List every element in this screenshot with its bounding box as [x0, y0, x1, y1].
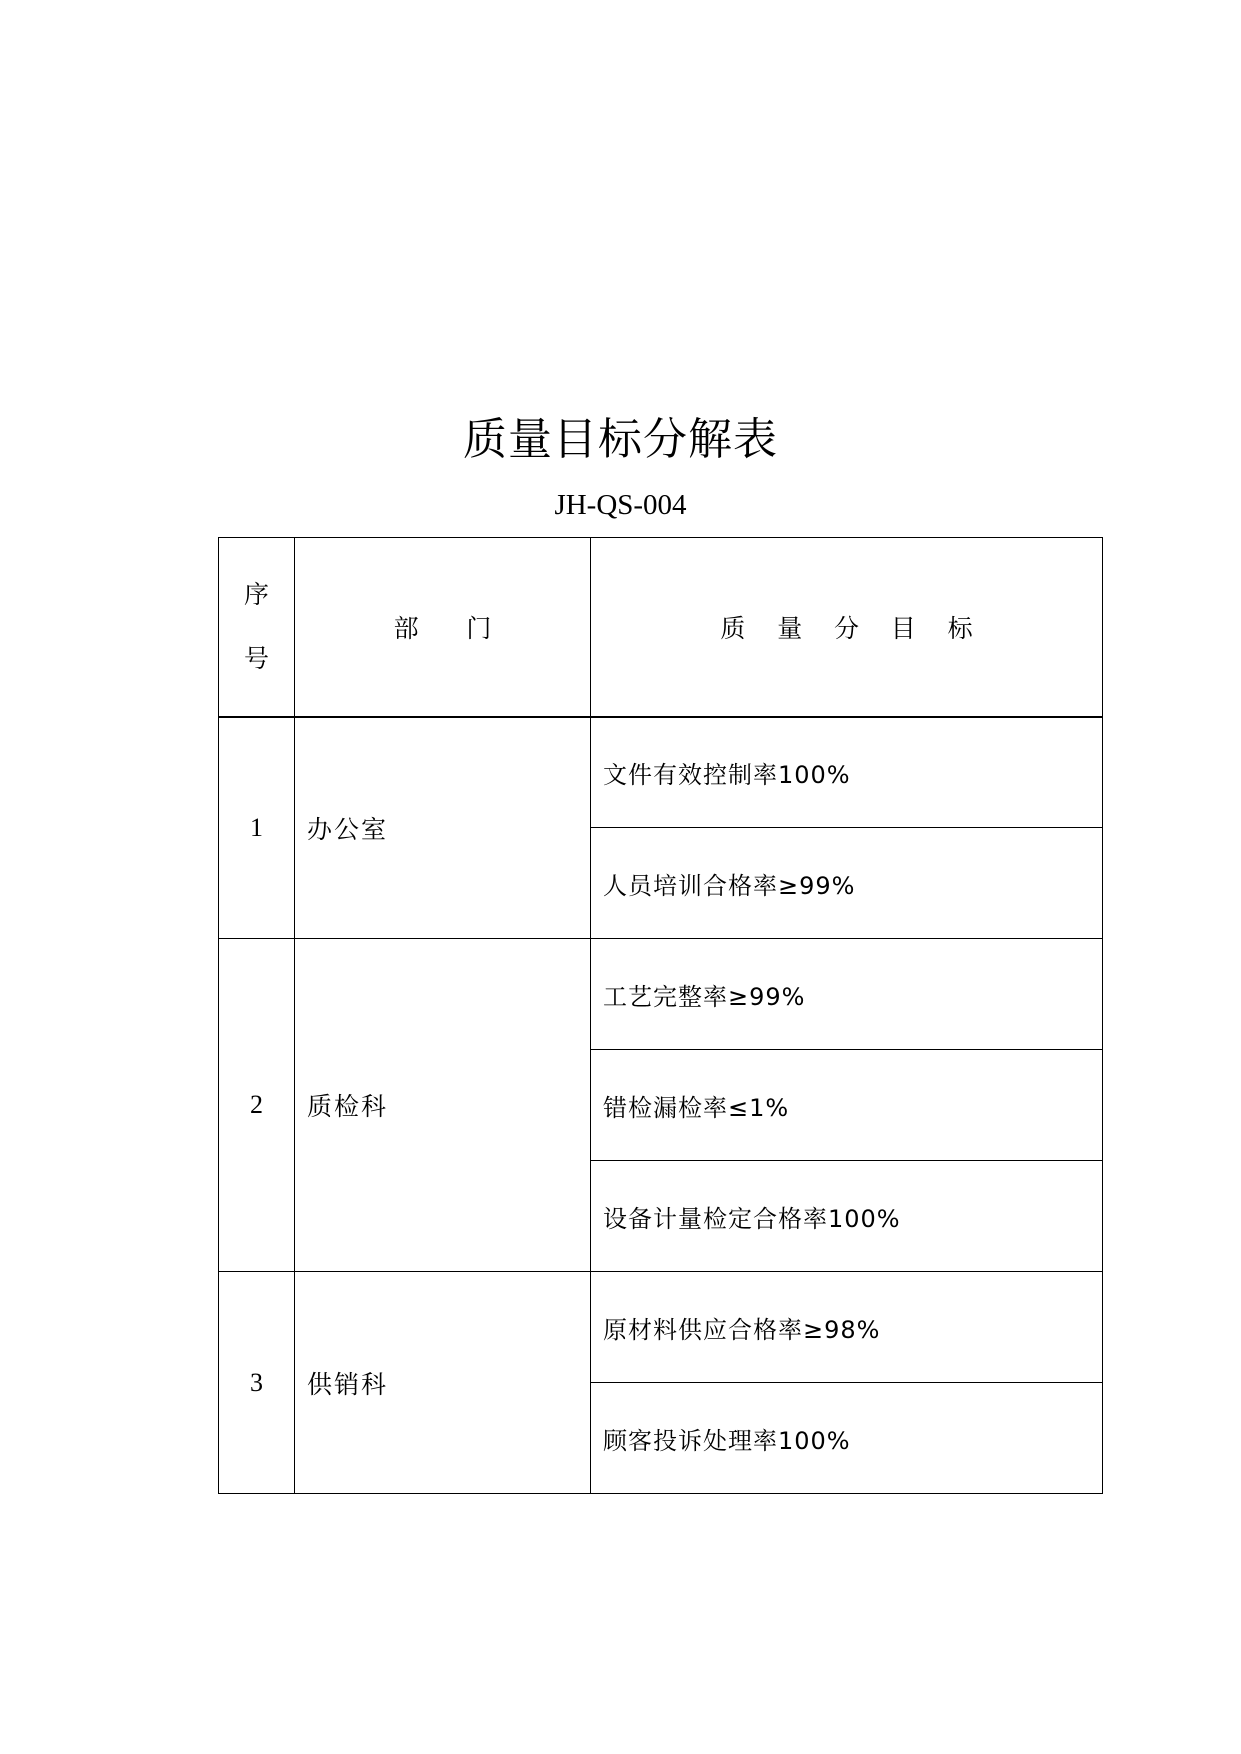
header-department: 部 门 — [295, 538, 591, 717]
quality-goals-table — [218, 537, 1103, 1494]
goal-cell: 设备计量检定合格率100% — [591, 1161, 1103, 1272]
goal-cell: 工艺完整率≥99% — [591, 939, 1103, 1050]
department-cell: 质检科 — [295, 939, 591, 1272]
table-row — [219, 939, 1103, 1050]
table-row — [219, 1272, 1103, 1383]
department-cell: 供销科 — [295, 1272, 591, 1494]
department-cell: 办公室 — [295, 717, 591, 939]
goal-cell: 人员培训合格率≥99% — [591, 828, 1103, 939]
document-code: JH-QS-004 — [554, 489, 687, 521]
serial-number-cell: 3 — [219, 1272, 295, 1494]
table-header-row — [219, 538, 1103, 717]
table-row — [219, 717, 1103, 828]
goal-cell: 原材料供应合格率≥98% — [591, 1272, 1103, 1383]
serial-number-cell: 2 — [219, 939, 295, 1272]
goal-cell: 文件有效控制率100% — [591, 717, 1103, 828]
header-serial-line1: 序 — [243, 579, 269, 609]
header-quality-goal: 质 量 分 目 标 — [591, 538, 1103, 717]
serial-number-cell: 1 — [219, 717, 295, 939]
document-title: 质量目标分解表 — [463, 414, 778, 465]
header-serial-number — [219, 538, 295, 717]
header-serial-line2: 号 — [243, 643, 269, 673]
goal-cell: 顾客投诉处理率100% — [591, 1383, 1103, 1494]
goal-cell: 错检漏检率≤1% — [591, 1050, 1103, 1161]
